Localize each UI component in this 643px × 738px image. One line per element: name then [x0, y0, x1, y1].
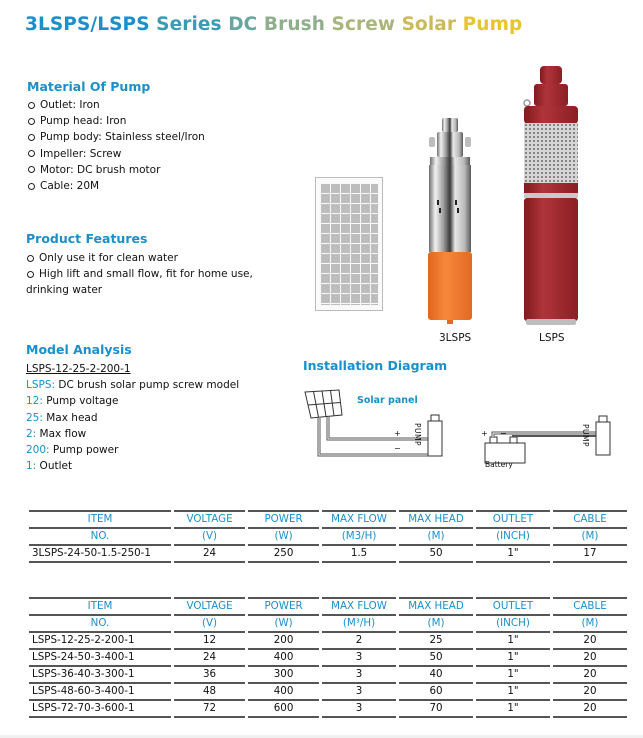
cell-power: 400 — [248, 684, 319, 701]
cell-item: LSPS-48-60-3-400-1 — [29, 684, 171, 701]
cell-power: 200 — [248, 633, 319, 650]
column-unit: (INCH) — [476, 616, 550, 633]
list-item: Only use it for clean water — [26, 250, 253, 266]
table-row — [29, 650, 627, 667]
column-unit: (M³/H) — [322, 616, 396, 633]
title-part: DC — [221, 14, 258, 35]
cell-outlet: 1" — [476, 701, 550, 718]
table-row — [29, 701, 627, 718]
cell-cable: 20 — [553, 667, 627, 684]
material-list — [27, 97, 205, 194]
cell-cable: 20 — [553, 701, 627, 718]
table-units-row — [29, 529, 627, 546]
column-header: CABLE — [553, 597, 627, 616]
title-part: Solar — [395, 14, 457, 35]
cell-voltage: 12 — [174, 633, 245, 650]
installation-diagram — [295, 380, 643, 480]
column-header: OUTLET — [476, 597, 550, 616]
column-header: VOLTAGE — [174, 597, 245, 616]
pump-3lsps-caption: 3LSPS — [439, 332, 472, 344]
column-unit: NO. — [29, 529, 171, 546]
column-unit: (M) — [553, 529, 627, 546]
cell-voltage: 24 — [174, 650, 245, 667]
column-unit: (M) — [399, 529, 473, 546]
cell-item: LSPS-36-40-3-300-1 — [29, 667, 171, 684]
table-header-row — [29, 510, 627, 529]
bullet-icon — [28, 166, 35, 173]
column-header: MAX FLOW — [322, 597, 396, 616]
table-row — [29, 667, 627, 684]
list-item: Motor: DC brush motor — [27, 162, 205, 178]
list-item-continuation: drinking water — [26, 284, 103, 297]
cell-cable: 17 — [553, 546, 627, 563]
minus-sign: − — [394, 444, 401, 453]
cell-voltage: 24 — [174, 546, 245, 563]
cell-cable: 20 — [553, 633, 627, 650]
features-list — [26, 250, 253, 299]
table-row — [29, 546, 627, 563]
column-unit: (W) — [248, 529, 319, 546]
cell-power: 400 — [248, 650, 319, 667]
column-header: ITEM — [29, 597, 171, 616]
model-analysis-list — [26, 361, 239, 474]
column-unit: (V) — [174, 529, 245, 546]
cell-max-head: 50 — [399, 546, 473, 563]
spec-table-3lsps — [26, 510, 630, 563]
cell-max-head: 50 — [399, 650, 473, 667]
bullet-icon — [28, 183, 35, 190]
cell-power: 300 — [248, 667, 319, 684]
column-unit: (M3/H) — [322, 529, 396, 546]
cell-max-head: 40 — [399, 667, 473, 684]
bullet-icon — [28, 102, 35, 109]
cell-voltage: 72 — [174, 701, 245, 718]
column-unit: (W) — [248, 616, 319, 633]
column-header: MAX HEAD — [399, 597, 473, 616]
solar-panel-label: Solar panel — [357, 395, 418, 406]
list-item: Pump head: Iron — [27, 113, 205, 129]
battery-minus-sign: − — [500, 429, 507, 438]
spec-table-lsps — [26, 597, 630, 718]
model-analysis-heading: Model Analysis — [26, 342, 132, 357]
features-heading: Product Features — [26, 231, 148, 246]
cell-voltage: 48 — [174, 684, 245, 701]
table-row — [29, 684, 627, 701]
cell-cable: 20 — [553, 684, 627, 701]
cell-power: 250 — [248, 546, 319, 563]
pump-label: PUMP — [581, 424, 590, 448]
title-part: 3LSPS/LSPS — [25, 14, 150, 35]
model-code: LSPS-12-25-2-200-1 — [26, 363, 131, 375]
table-header-row — [29, 597, 627, 616]
bullet-icon — [28, 150, 35, 157]
cell-max-head: 60 — [399, 684, 473, 701]
solar-panel-diagram-icon — [305, 390, 342, 418]
column-unit: (V) — [174, 616, 245, 633]
column-unit: (M) — [553, 616, 627, 633]
bullet-icon — [28, 134, 35, 141]
model-entry: 12: Pump voltage — [26, 395, 119, 408]
column-header: VOLTAGE — [174, 510, 245, 529]
bullet-icon — [27, 255, 34, 262]
column-unit: (M) — [399, 616, 473, 633]
installation-heading: Installation Diagram — [303, 358, 448, 373]
list-item: Impeller: Screw — [27, 146, 205, 162]
cell-outlet: 1" — [476, 633, 550, 650]
cell-voltage: 36 — [174, 667, 245, 684]
battery-label: Battery — [485, 460, 513, 469]
table-units-row — [29, 616, 627, 633]
list-item: High lift and small flow, fit for home use, — [26, 266, 253, 282]
cell-max-flow: 3 — [322, 667, 396, 684]
table-row — [29, 633, 627, 650]
column-header: ITEM — [29, 510, 171, 529]
title-part: Screw — [324, 14, 396, 35]
title-part: Pump — [456, 14, 523, 35]
title-part: Series — [149, 14, 222, 35]
cell-item: LSPS-72-70-3-600-1 — [29, 701, 171, 718]
cell-outlet: 1" — [476, 684, 550, 701]
column-unit: NO. — [29, 616, 171, 633]
cell-max-flow: 3 — [322, 684, 396, 701]
cell-max-head: 70 — [399, 701, 473, 718]
model-entry: 1: Outlet — [26, 460, 73, 473]
model-entry: 200: Pump power — [26, 444, 119, 457]
cell-item: LSPS-12-25-2-200-1 — [29, 633, 171, 650]
list-item: Cable: 20M — [27, 178, 205, 194]
page-title — [25, 14, 522, 35]
list-item: Pump body: Stainless steel/Iron — [27, 129, 205, 145]
title-part: Brush — [257, 14, 325, 35]
bullet-icon — [28, 118, 35, 125]
cell-outlet: 1" — [476, 667, 550, 684]
pump-label: PUMP — [413, 423, 422, 447]
list-item: Outlet: Iron — [27, 97, 205, 113]
model-entry: LSPS: DC brush solar pump screw model — [26, 379, 240, 392]
cell-max-head: 25 — [399, 633, 473, 650]
pump-lsps-image — [520, 63, 580, 331]
plus-sign: + — [394, 429, 401, 438]
column-header: OUTLET — [476, 510, 550, 529]
pump-3lsps-image — [425, 115, 475, 325]
column-header: MAX HEAD — [399, 510, 473, 529]
column-header: MAX FLOW — [322, 510, 396, 529]
column-header: CABLE — [553, 510, 627, 529]
material-heading: Material Of Pump — [27, 79, 151, 94]
column-header: POWER — [248, 597, 319, 616]
bullet-icon — [27, 271, 34, 278]
cell-max-flow: 3 — [322, 701, 396, 718]
model-entry: 2: Max flow — [26, 427, 87, 440]
cell-max-flow: 3 — [322, 650, 396, 667]
cell-cable: 20 — [553, 650, 627, 667]
solar-panel-image — [315, 177, 383, 311]
model-entry: 25: Max head — [26, 411, 98, 424]
cell-power: 600 — [248, 701, 319, 718]
battery-plus-sign: + — [481, 429, 488, 438]
cell-item: LSPS-24-50-3-400-1 — [29, 650, 171, 667]
column-unit: (INCH) — [476, 529, 550, 546]
cell-outlet: 1" — [476, 650, 550, 667]
cell-item: 3LSPS-24-50-1.5-250-1 — [29, 546, 171, 563]
cell-max-flow: 1.5 — [322, 546, 396, 563]
cell-max-flow: 2 — [322, 633, 396, 650]
column-header: POWER — [248, 510, 319, 529]
pump-lsps-caption: LSPS — [539, 332, 565, 344]
cell-outlet: 1" — [476, 546, 550, 563]
